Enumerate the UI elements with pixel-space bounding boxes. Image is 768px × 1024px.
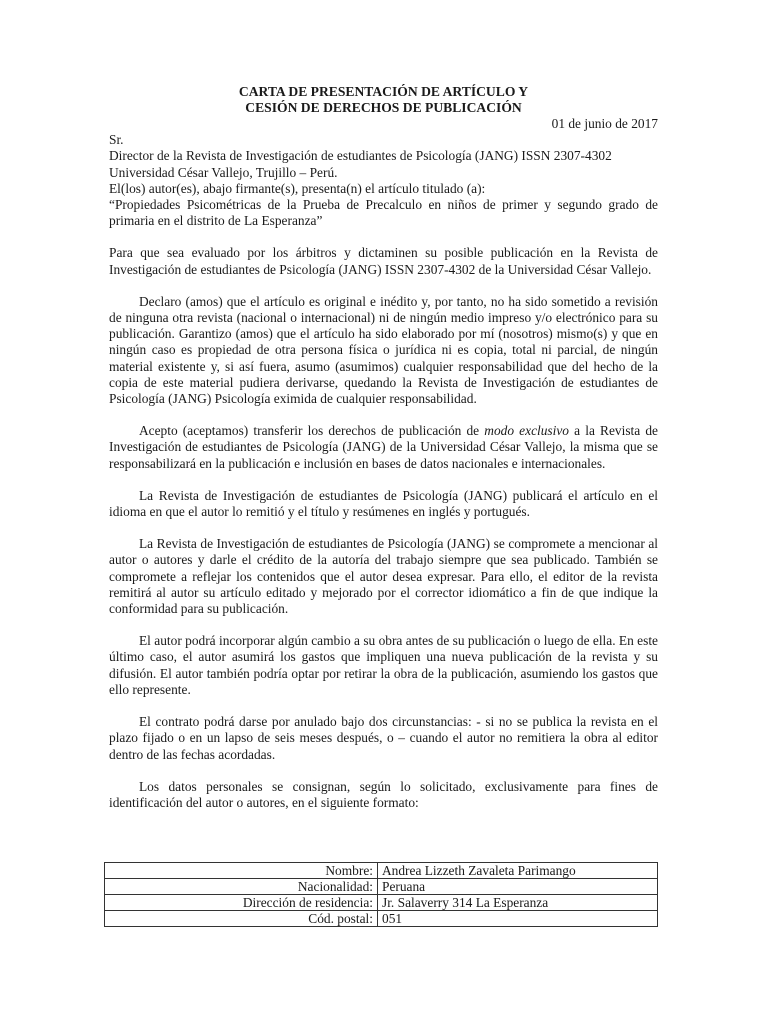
postal-code-value: 051 — [378, 911, 658, 927]
table-row — [105, 863, 658, 879]
transfer-text-end: a la Revista de Investigación de estudiantes de Psicología (JANG) de la Universidad César Vallejo, la misma que se responsabilizará en la publicación e inclusión en bases de datos nacionales e internacionales. — [109, 423, 658, 471]
title-line-1: CARTA DE PRESENTACIÓN DE ARTÍCULO Y — [238, 84, 529, 99]
nationality-value: Peruana — [378, 879, 658, 895]
addressee-university: Universidad César Vallejo, Trujillo – Perú. — [109, 164, 338, 180]
postal-code-label: Cód. postal: — [105, 911, 378, 927]
letter-date: 01 de junio de 2017 — [551, 116, 658, 131]
authors-statement: El(los) autor(es), abajo firmante(s), presenta(n) el artículo titulado (a): — [109, 180, 486, 196]
name-value: Andrea Lizzeth Zavaleta Parimango — [378, 863, 658, 879]
publication-language-paragraph: La Revista de Investigación de estudiantes de Psicología (JANG) publicará el artículo en el idioma en que el autor lo remitió y el título y resúmenes en inglés y portugués. — [109, 487, 658, 520]
table-row — [105, 911, 658, 927]
exclusive-mode-text: modo exclusivo — [484, 423, 569, 439]
table-row — [105, 879, 658, 895]
addressee-block — [109, 132, 658, 197]
declaration-paragraph: Declaro (amos) que el artículo es original e inédito y, por tanto, no ha sido sometido a revisión de ninguna otra revista (nacional o internacional) ni de ningún medio impreso y/o electrónico para su publicación. Garantizo (amos) que el artículo ha sido elaborado por mí (nosotros) mismo(s) y que en ningún caso es propiedad de otra persona física o jurídica ni es copia, total ni parcial, de ningún material existente y, si así fuera, asumo (asumimos) cualquier responsabilidad que del hecho de la copia de este material pudiera derivarse, quedando la Revista de Investigación de estudiantes de Psicología (JANG) Psicología eximida de cualquier responsabilidad. — [109, 293, 658, 407]
salutation: Sr. — [109, 132, 124, 148]
intro-paragraph: Para que sea evaluado por los árbitros y dictaminen su posible publicación en la Revista de Investigación de estudiantes de Psicología (JANG) ISSN 2307-4302 de la Universidad César Vallejo. — [109, 245, 658, 277]
address-value: Jr. Salaverry 314 La Esperanza — [378, 895, 658, 911]
contract-paragraph: El contrato podrá darse por anulado bajo dos circunstancias: - si no se publica la revista en el plazo fijado o en un lapso de seis meses después, o – cuando el autor no remitiera la obra al editor dentro de las fechas acordadas. — [109, 714, 658, 762]
transfer-text-start: Acepto (aceptamos) transferir los derechos de publicación de — [139, 423, 485, 439]
addressee-title: Director de la Revista de Investigación de estudiantes de Psicología (JANG) ISSN 2307-4302 — [109, 148, 612, 164]
changes-paragraph: El autor podrá incorporar algún cambio a su obra antes de su publicación o luego de ella. En este último caso, el autor asumirá los gastos que impliquen una nueva publicación de la revista y su difusión. El autor también podría optar por retirar la obra de la publicación, asumiendo los gastos que ello represente. — [109, 633, 658, 697]
address-label: Dirección de residencia: — [105, 895, 378, 911]
commitment-paragraph: La Revista de Investigación de estudiantes de Psicología (JANG) se compromete a mencionar al autor o autores y darle el crédito de la autoría del trabajo siempre que sea publicado. También se compromete a reflejar los contenidos que el autor desea expresar. Para ello, el editor de la revista remitirá al autor su artículo editado y mejorado por el corrector idiomático a fin de que indique la conformidad para su publicación. — [109, 536, 658, 617]
personal-data-paragraph: Los datos personales se consignan, según lo solicitado, exclusivamente para fines de identificación del autor o autores, en el siguiente formato: — [109, 778, 658, 810]
transfer-paragraph — [109, 423, 658, 472]
name-label: Nombre: — [105, 863, 378, 879]
nationality-label: Nacionalidad: — [105, 879, 378, 895]
author-data-table — [104, 862, 658, 927]
article-title: “Propiedades Psicométricas de la Prueba de Precalculo en niños de primer y segundo grado de primaria en el distrito de La Esperanza” — [109, 197, 658, 229]
letter-page — [109, 84, 658, 811]
table-row — [105, 895, 658, 911]
title-line-2: CESIÓN DE DERECHOS DE PUBLICACIÓN — [245, 99, 522, 115]
